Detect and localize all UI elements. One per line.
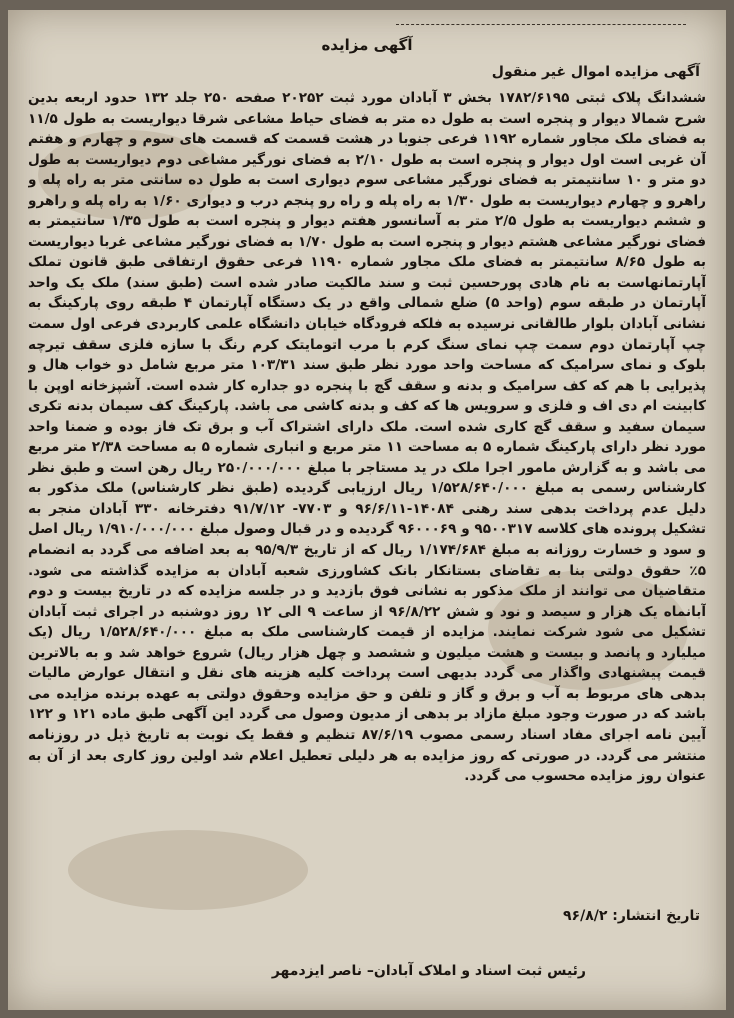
- signature: رئیس ثبت اسناد و املاک آبادان– ناصر ایزدمهر: [271, 963, 586, 979]
- newspaper-clipping: [8, 10, 726, 1010]
- top-divider: [396, 24, 686, 25]
- publish-date: تاریخ انتشار: ۹۶/۸/۲: [562, 908, 700, 924]
- notice-subtitle: آگهی مزایده اموال غیر منقول: [491, 64, 700, 80]
- notice-title: آگهی مزایده: [321, 36, 413, 54]
- notice-body: ششدانگ پلاک ثبتی ۱۷۸۲/۶۱۹۵ بخش ۳ آبادان مورد ثبت ۲۰۲۵۲ صفحه ۲۵۰ جلد ۱۳۲ حدود اربعه بدین شرح شمالا دیوار و پنجره است به طول ده متر به فضای حیاط مشاعی شرقا دیواریست به طول ۱۱/۵ به فضای ملک مجاور شماره ۱۱۹۲ فرعی جنوبا در هشت قسمت که قسمت های سوم و چهارم و هفتم آن غربی است اول دیوار و پنجره است به طول ۲/۱۰ به فضای نورگیر مشاعی دوم دیواریست به طول دو متر و ۱۰ سانتیمتر به فضای نورگیر مشاعی سوم دیواری است به طول ده سانتی متر به راه پله و راهرو و چهارم دیواریست به طول ۱/۳۰ به راه پله و راه رو پنجم درب و دیواری ۱/۶۰ به راه پله و راهرو و ششم دیواریست به طول ۲/۵ متر به آسانسور هفتم دیوار و پنجره است به طول ۱/۳۵ سانتیمتر به فضای نورگیر مشاعی هشتم دیوار و پنجره است به طول ۱/۷۰ به فضای نورگیر مشاعی غربا دیواریست به طول ۸/۶۵ سانتیمتر به فضای ملک مجاور شماره ۱۱۹۰ فرعی حقوق ارتفاقی طبق قانون تملک آپارتمانهاست به نام هادی پورحسین ثبت و سند مالکیت صادر شده است (طبق سند) ملک یک واحد آپارتمان در طبقه سوم (واحد ۵) ضلع شمالی واقع در یک دستگاه آپارتمان ۴ طبقه روی پارکینگ به نشانی آبادان بلوار طالقانی نرسیده به فلکه فرودگاه خیابان دانشگاه علمی کاربردی فرعی اول سمت چپ آپارتمان دوم سمت چپ نمای سنگ کرم با مرب اتومایتک کرم رنگ با سازه فلزی سقف تیرچه بلوک و نمای سرامیک که مساحت واحد مورد نظر طبق سند ۱۰۳/۳۱ متر مربع شامل دو خواب هال و پذیرایی با هم که کف سرامیک و بدنه و سقف گچ با پنجره دو جداره کار شده است. آشپزخانه اوپن با کابینت ام دی اف و فلزی و سرویس ها که کف و بدنه کاشی می باشد. پارکینگ کف سیمان بدنه تکری سیمان سفید و سقف گچ کاری شده است. ملک دارای اشتراک آب و برق تک فاز بوده و ضمنا واحد مورد نظر دارای پارکینگ شماره ۵ به مساحت ۱۱ متر مربع و انباری شماره ۵ به مساحت ۲/۳۸ متر مربع می باشد و به گزارش مامور اجرا ملک در ید مستاجر با مبلغ ۲۵۰/۰۰۰/۰۰۰ ریال رهن است و طبق نظر کارشناس رسمی به مبلغ ۱/۵۲۸/۶۴۰/۰۰۰ ریال ارزیابی گردیده (طبق نظر کارشناس) ملک مذکور به دلیل عدم پرداخت بدهی سند رهنی ۱۴۰۸۴-۹۶/۶/۱۱ و ۷۷۰۳- ۹۱/۷/۱۲ دفترخانه ۳۳۰ آبادان منجر به تشکیل پرونده های کلاسه ۹۵۰۰۳۱۷ و ۹۶۰۰۰۶۹ گردیده و در قبال وصول مبلغ ۱/۹۱۰/۰۰۰/۰۰۰ ریال اصل و سود و خسارت روزانه به مبلغ ۱/۱۷۴/۶۸۴ ریال که از تاریخ ۹۵/۹/۳ به بعد اضافه می گردد به انضمام ۵٪ حقوق دولتی بنا به تقاضای بستانکار بانک کشاورزی شعبه آبادان به مزایده گذاشته می شود. متقاضیان می توانند از ملک مذکور به نشانی فوق بازدید و در جلسه مزایده که در تاریخ بیست و دوم آبانماه یک هزار و سیصد و نود و شش ۹۶/۸/۲۲ از ساعت ۹ الی ۱۲ روز دوشنبه در اجرای ثبت آبادان تشکیل می شود شرکت نمایند. مزایده از قیمت کارشناسی ملک به مبلغ ۱/۵۲۸/۶۴۰/۰۰۰ ریال (یک میلیارد و پانصد و بیست و هشت میلیون و ششصد و چهل هزار ریال) شروع خواهد شد و به بالاترین قیمت پیشنهادی واگذار می گردد بدیهی است پرداخت کلیه هزینه های نقل و انتقال عوارض مالیات بدهی های مربوط به آب و برق و گاز و تلفن و حق مزایده وحقوق دولتی به عهده برنده مزایده می باشد که در صورت وجود مبلغ مازاد بر بدهی از مدیون وصول می گردد این آگهی طبق ماده ۱۲۱ و ۱۲۲ آیین نامه اجرای مفاد اسناد رسمی مصوب ۸۷/۶/۱۹ تنظیم و فقط یک نوبت به تاریخ ذیل در روزنامه منتشر می گردد. در صورتی که روز مزایده به هر دلیلی تعطیل اعلام شد اولین روز کاری بعد از آن به عنوان روز مزایده محسوب می گردد.: [28, 90, 706, 785]
